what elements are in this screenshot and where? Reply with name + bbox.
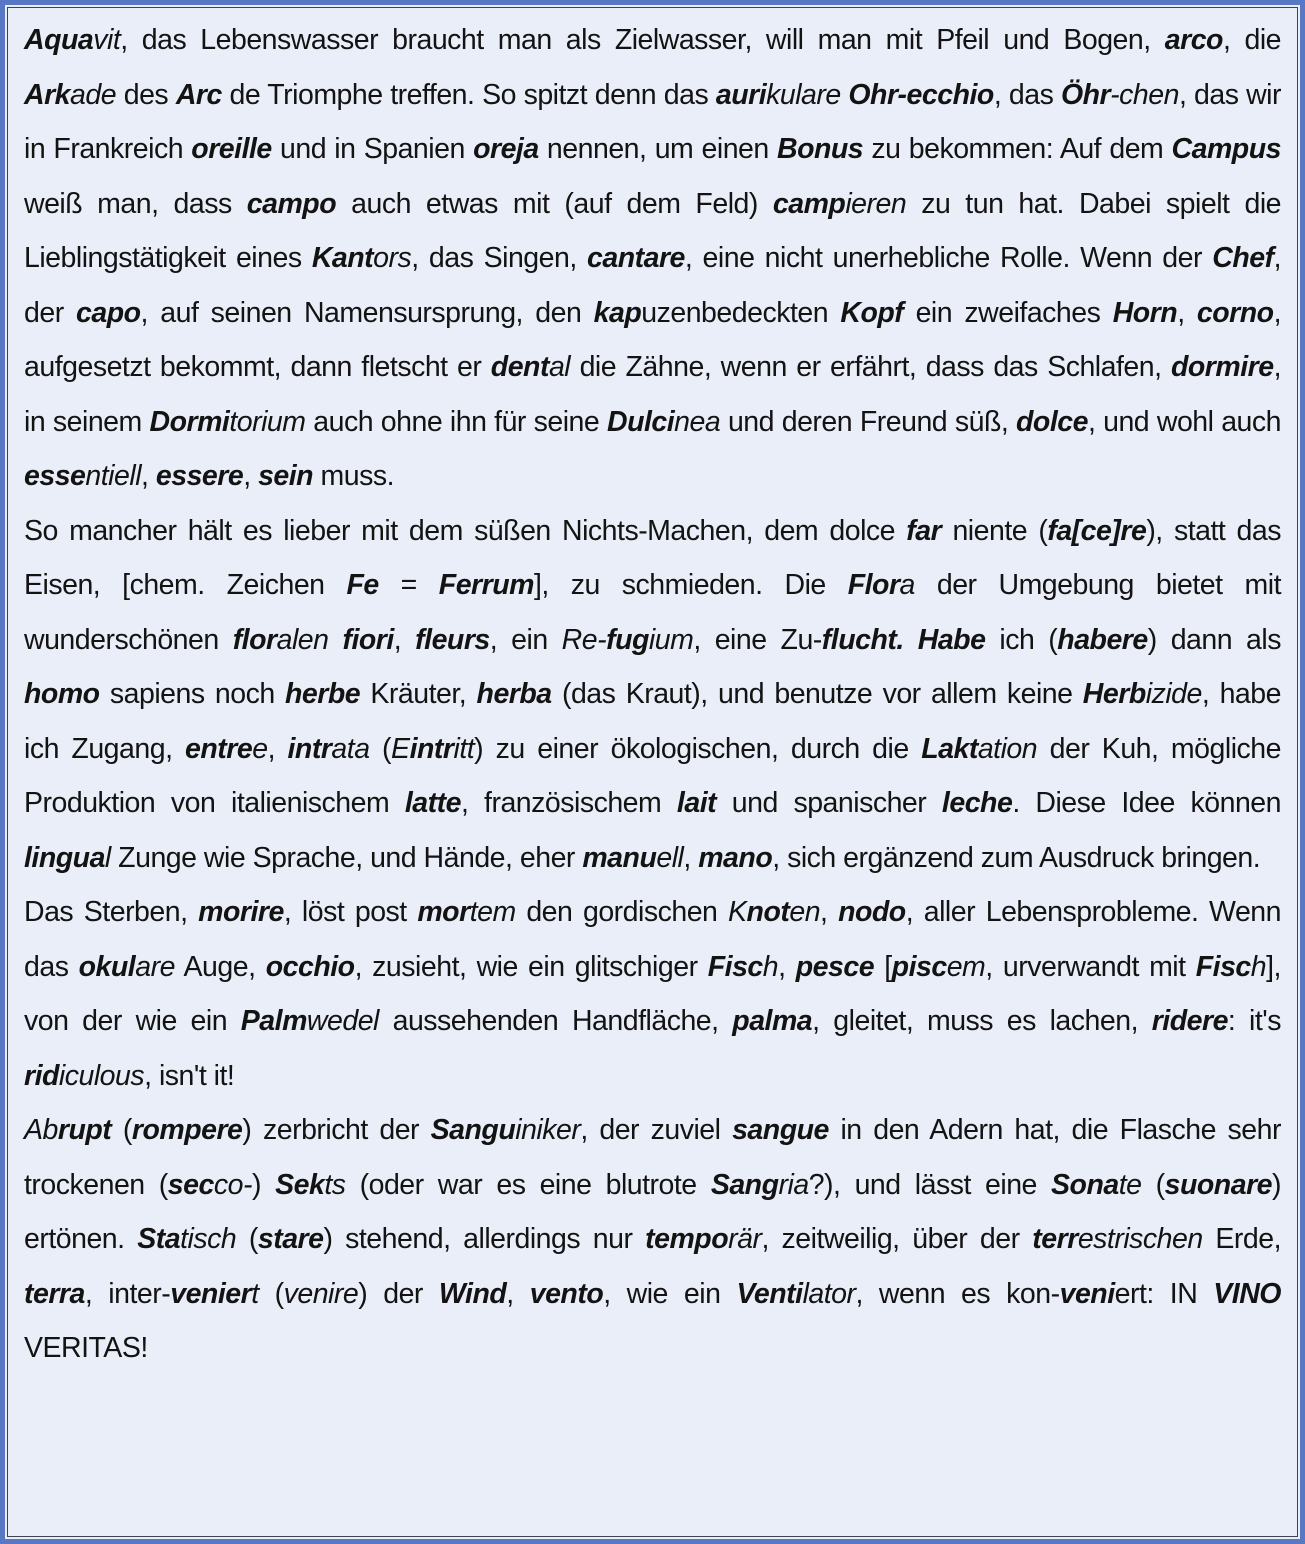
text-segment: Palm: [240, 1005, 307, 1037]
text-segment: Habe: [917, 623, 986, 656]
text-segment: (: [236, 1223, 258, 1255]
text-segment: Bonus: [777, 133, 864, 165]
text-segment: leche: [941, 787, 1013, 819]
text-segment: nea: [674, 405, 721, 438]
text-segment: cantare: [587, 242, 685, 274]
text-segment: Herb: [1082, 678, 1146, 710]
text-segment: ieren: [845, 187, 907, 220]
text-segment: sapiens noch: [99, 678, 285, 710]
text-segment: Fisc: [1195, 950, 1251, 983]
text-segment: Ab: [24, 1114, 58, 1146]
text-segment: mano: [698, 841, 773, 874]
text-segment: kulare: [766, 78, 841, 111]
text-segment: morire: [198, 896, 284, 928]
text-segment: occhio: [265, 950, 355, 983]
text-segment: Arc: [175, 78, 222, 111]
text-segment: pesce: [795, 950, 875, 983]
text-segment: , wie ein: [603, 1277, 737, 1310]
text-segment: Sta: [137, 1223, 181, 1255]
text-segment: Horn: [1112, 296, 1178, 329]
paragraph: [24, 885, 1281, 1103]
text-segment: Re-: [561, 623, 607, 656]
text-segment: ?), und lässt eine: [808, 1168, 1052, 1201]
text-segment: , urverwandt mit: [985, 950, 1196, 983]
text-segment: ], zu schmieden. Die: [533, 569, 848, 601]
text-segment: Ark: [24, 78, 71, 111]
text-segment: ridere: [1151, 1005, 1228, 1037]
text-segment: flucht.: [821, 623, 904, 656]
text-segment: esse: [24, 460, 86, 492]
text-segment: ntiell: [85, 460, 142, 492]
text-segment: Wind: [438, 1277, 507, 1310]
text-segment: t: [251, 1277, 259, 1310]
text-segment: stare: [257, 1223, 324, 1255]
text-segment: zu tun hat. Dabei spielt die Lieblingstätigkeit eines: [24, 187, 1282, 274]
text-segment: rompere: [131, 1114, 243, 1146]
text-segment: intr: [409, 732, 454, 765]
text-segment: muss.: [313, 460, 395, 492]
text-segment: Chef: [1212, 242, 1274, 274]
text-segment: Lakt: [921, 732, 978, 765]
text-segment: Sangu: [430, 1114, 516, 1146]
text-segment: essere: [155, 460, 244, 492]
text-segment: E: [391, 732, 410, 765]
text-segment: terr: [1032, 1223, 1078, 1255]
text-segment: intr: [287, 732, 332, 765]
text-segment: rid: [24, 1059, 59, 1092]
text-segment: der Umgebung bietet mit wunderschönen: [24, 569, 1282, 656]
text-segment: ium: [648, 623, 694, 656]
text-segment: ors: [373, 242, 412, 274]
text-segment: und spanischer: [716, 787, 942, 819]
text-segment: (: [258, 1277, 284, 1310]
text-segment: fa[ce]re: [1047, 514, 1147, 547]
text-segment: der Kuh, mögliche Produktion von italienischem: [24, 732, 1281, 819]
text-segment: a: [899, 569, 915, 601]
text-segment: , ein: [489, 623, 562, 656]
text-segment: ) ertönen.: [24, 1168, 1282, 1255]
text-segment: , gleitet, muss es lachen,: [812, 1005, 1152, 1037]
text-segment: -chen: [1110, 78, 1179, 111]
text-segment: campo: [246, 187, 337, 220]
text-segment: l: [104, 841, 111, 874]
text-segment: h: [1250, 950, 1267, 983]
text-segment: wedel: [306, 1005, 379, 1037]
text-segment: torium: [229, 405, 306, 438]
text-segment: ) stehend, allerdings nur: [323, 1223, 646, 1255]
text-segment: [329, 624, 343, 656]
text-segment: , zusieht, wie ein glitschiger: [354, 950, 708, 983]
text-segment: homo: [24, 678, 100, 710]
text-segment: , aller Lebensprobleme. Wenn das: [24, 896, 1281, 983]
text-segment: Flor: [847, 569, 900, 601]
text-segment: , wenn es kon-: [855, 1277, 1060, 1310]
text-segment: ria: [778, 1168, 809, 1201]
text-segment: (: [369, 732, 392, 765]
paragraph: [24, 13, 1281, 504]
text-segment: te: [1118, 1168, 1142, 1201]
text-segment: fug: [606, 623, 649, 656]
text-segment: Kopf: [840, 296, 904, 329]
text-segment: Öhr: [1060, 78, 1111, 111]
text-segment: ich (: [985, 623, 1058, 656]
text-segment: ein zweifaches: [903, 296, 1113, 329]
text-segment: fleurs: [415, 623, 490, 656]
text-segment: (: [1141, 1168, 1165, 1201]
text-segment: not: [746, 896, 790, 928]
text-segment: ], von der wie ein: [24, 950, 1281, 1037]
text-segment: venier: [170, 1277, 252, 1310]
text-segment: oreja: [473, 133, 539, 165]
text-segment: herba: [476, 678, 552, 710]
text-segment: , in seinem: [24, 351, 1281, 438]
text-segment: habere: [1057, 623, 1148, 656]
text-segment: nennen, um einen: [538, 133, 777, 165]
text-segment: ,: [778, 950, 796, 983]
text-segment: ), statt das Eisen, [chem. Zeichen: [24, 514, 1281, 601]
text-segment: latte: [404, 787, 461, 819]
text-segment: vit: [93, 24, 121, 56]
text-segment: Dormi: [149, 405, 230, 438]
text-segment: Venti: [736, 1277, 803, 1310]
text-segment: capo: [76, 296, 141, 329]
paragraph: [24, 1103, 1281, 1376]
text-segment: , isn't it!: [144, 1059, 235, 1092]
text-segment: Ferrum: [438, 569, 534, 601]
text-segment: sein: [258, 460, 314, 492]
text-segment: Dulci: [606, 405, 675, 438]
text-segment: ,: [393, 623, 416, 656]
text-segment: niente (: [941, 514, 1048, 547]
text-segment: Das Sterben,: [24, 896, 199, 928]
paragraph: [24, 504, 1281, 886]
text-segment: Sek: [275, 1168, 325, 1201]
text-segment: de Triomphe treffen. So spitzt denn das: [221, 78, 716, 111]
text-segment: VERITAS!: [24, 1332, 148, 1364]
text-segment: manu: [582, 841, 657, 874]
text-segment: izide: [1145, 678, 1202, 710]
text-segment: kap: [593, 296, 642, 329]
text-segment: , der: [24, 242, 1281, 329]
text-segment: , das Singen,: [411, 242, 587, 274]
text-segment: , zeitweilig, über der: [761, 1223, 1033, 1255]
text-segment: Sona: [1051, 1168, 1119, 1201]
text-segment: ,: [141, 460, 156, 492]
text-segment: VINO: [1213, 1277, 1281, 1310]
text-segment: entre: [185, 732, 253, 765]
text-segment: okul: [78, 950, 136, 983]
text-segment: en: [789, 896, 821, 928]
text-segment: tem: [469, 896, 516, 928]
text-segment: are: [135, 950, 175, 983]
text-segment: Kant: [311, 242, 374, 274]
text-segment: So mancher hält es lieber mit dem süßen Nichts-Machen, dem dolce: [24, 514, 907, 547]
text-panel: [7, 7, 1298, 1537]
text-segment: dent: [490, 351, 549, 383]
text-segment: K: [728, 896, 747, 928]
text-segment: auri: [715, 78, 767, 111]
text-segment: em: [946, 950, 986, 983]
text-segment: weiß man, dass: [24, 187, 247, 220]
text-segment: den gordischen: [515, 896, 729, 928]
text-segment: iculous: [58, 1059, 145, 1092]
text-segment: (: [111, 1114, 132, 1146]
text-segment: auch etwas mit (auf dem Feld): [336, 187, 773, 220]
text-segment: , das Lebenswasser braucht man als Zielwasser, will man mit Pfeil und Bogen,: [120, 24, 1165, 56]
text-segment: far: [906, 514, 942, 547]
text-segment: lait: [676, 787, 717, 819]
text-segment: suonare: [1164, 1168, 1273, 1201]
text-segment: mor: [417, 896, 470, 928]
text-segment: Sang: [710, 1168, 779, 1201]
text-segment: ,: [1177, 296, 1197, 329]
text-segment: Aqua: [24, 24, 94, 56]
text-segment: in den Adern hat, die Flasche sehr trockenen (: [24, 1114, 1281, 1201]
text-segment: terra: [24, 1277, 85, 1310]
text-segment: aussehenden Handfläche,: [378, 1005, 733, 1037]
text-segment: des: [116, 78, 176, 111]
text-segment: ,: [683, 841, 699, 874]
text-segment: [904, 624, 918, 656]
text-segment: e: [252, 732, 268, 765]
text-segment: : it's: [1227, 1005, 1281, 1037]
text-segment: co-: [213, 1168, 252, 1201]
text-segment: , der zuviel: [580, 1114, 733, 1146]
text-segment: sec: [167, 1168, 214, 1201]
text-segment: estrischen: [1077, 1223, 1203, 1255]
text-segment: sangue: [732, 1114, 829, 1146]
text-segment: , löst post: [283, 896, 418, 928]
text-segment: und in Spanien: [271, 133, 474, 165]
text-segment: , das wir in Frankreich: [24, 78, 1281, 165]
text-segment: Campus: [1171, 133, 1281, 165]
text-segment: ert: IN: [1114, 1277, 1214, 1310]
text-segment: , eine Zu-: [693, 623, 822, 656]
text-segment: palma: [732, 1005, 813, 1037]
text-segment: arco: [1164, 24, 1223, 56]
text-segment: , auf seinen Namensursprung, den: [140, 296, 594, 329]
text-segment: ) zu einer ökologischen, durch die: [474, 732, 922, 765]
text-segment: nodo: [838, 896, 906, 928]
text-segment: Fe: [346, 569, 379, 601]
text-segment: rupt: [57, 1114, 112, 1146]
text-segment: ,: [506, 1277, 530, 1310]
text-segment: lingua: [24, 841, 105, 874]
text-segment: lator: [802, 1277, 856, 1310]
text-segment: die Zähne, wenn er erfährt, dass das Schlafen,: [570, 351, 1171, 383]
text-segment: , eine nicht unerhebliche Rolle. Wenn der: [684, 242, 1213, 274]
text-segment: Auge,: [174, 950, 266, 983]
text-segment: ata: [331, 732, 370, 765]
text-segment: , französischem: [460, 787, 677, 819]
text-segment: ts: [324, 1168, 346, 1201]
text-segment: al: [548, 351, 571, 383]
text-segment: , sich ergänzend zum Ausdruck bringen.: [772, 841, 1261, 874]
text-segment: Kräuter,: [360, 678, 477, 710]
text-segment: dolce: [1016, 405, 1088, 438]
text-segment: Zunge wie Sprache, und Hände, eher: [110, 841, 583, 874]
text-segment: . Diese Idee können: [1012, 787, 1281, 819]
text-segment: h: [762, 950, 779, 983]
text-segment: Ohr-ecchio: [848, 78, 994, 111]
text-segment: rär: [728, 1223, 762, 1255]
text-segment: ) dann als: [1147, 623, 1281, 656]
text-segment: Fisc: [707, 950, 763, 983]
text-segment: (das Kraut), und benutze vor allem keine: [551, 678, 1083, 710]
text-segment: und deren Freund süß,: [720, 405, 1017, 438]
text-segment: pisc: [891, 950, 947, 983]
text-content: [24, 13, 1281, 1376]
text-segment: uzenbedeckten: [641, 296, 841, 329]
text-segment: ): [251, 1168, 276, 1201]
text-segment: ,: [820, 896, 839, 928]
text-segment: , aufgesetzt bekommt, dann fletscht er: [24, 296, 1281, 383]
text-segment: tempo: [645, 1223, 729, 1255]
text-segment: venire: [283, 1277, 359, 1310]
text-segment: , und wohl auch: [1087, 405, 1281, 438]
text-segment: flor: [232, 623, 277, 656]
text-segment: oreille: [191, 133, 272, 165]
text-segment: ell: [656, 841, 684, 874]
text-segment: ) der: [358, 1277, 439, 1310]
text-segment: zu bekommen: Auf dem: [863, 133, 1172, 165]
text-segment: auch ohne ihn für seine: [305, 405, 607, 438]
text-segment: vento: [529, 1277, 604, 1310]
text-segment: , habe ich Zugang,: [24, 678, 1281, 765]
text-segment: alen: [276, 623, 329, 656]
text-segment: , die: [1222, 24, 1282, 56]
text-segment: =: [378, 569, 439, 601]
text-segment: , das: [993, 78, 1061, 111]
text-segment: camp: [772, 187, 846, 220]
text-segment: tisch: [180, 1223, 237, 1255]
text-segment: itt: [453, 732, 475, 765]
text-segment: iniker: [515, 1114, 581, 1146]
text-segment: ) zerbricht der: [242, 1114, 431, 1146]
text-segment: dormire: [1170, 351, 1274, 383]
text-segment: ade: [70, 78, 117, 111]
text-segment: fiori: [342, 623, 394, 656]
text-segment: herbe: [285, 678, 361, 710]
text-segment: corno: [1196, 296, 1274, 329]
text-segment: [: [874, 950, 892, 983]
text-segment: , inter-: [84, 1277, 171, 1310]
text-segment: ,: [243, 460, 259, 492]
text-segment: ,: [267, 732, 288, 765]
text-segment: veni: [1059, 1277, 1115, 1310]
text-segment: Erde,: [1202, 1223, 1281, 1255]
text-segment: (oder war es eine blutrote: [345, 1168, 711, 1201]
text-segment: ation: [977, 732, 1038, 765]
